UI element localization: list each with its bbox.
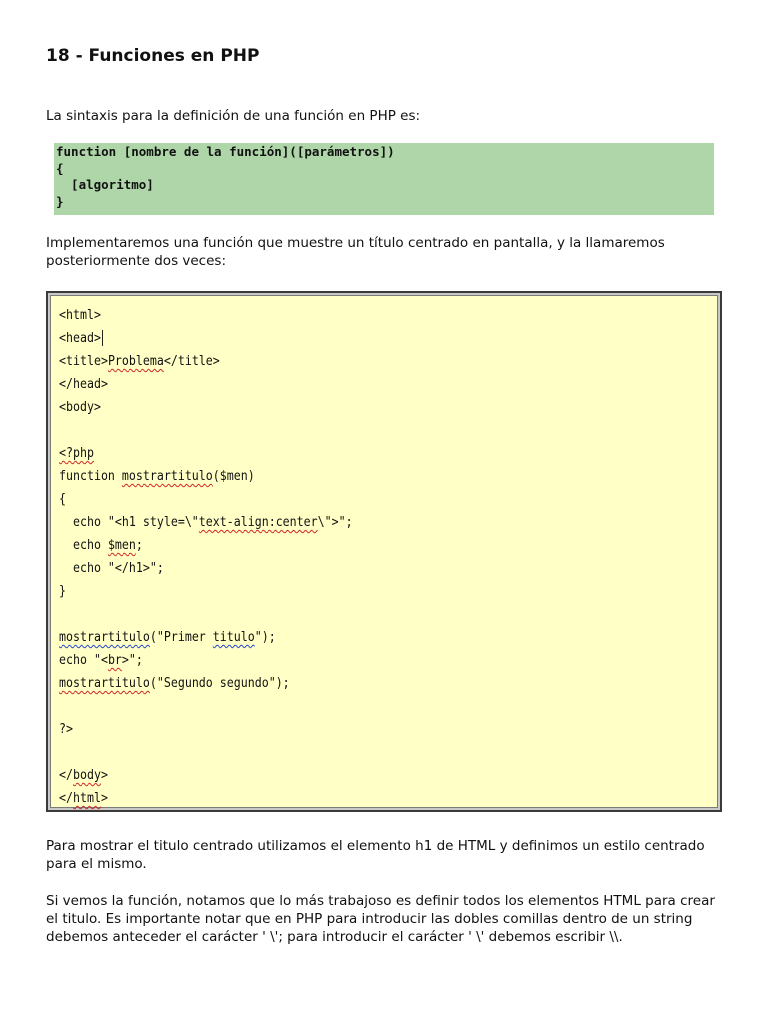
intro-text: La sintaxis para la definición de una función en PHP es:	[46, 108, 421, 124]
code-line: }	[59, 583, 67, 599]
explanation-paragraph: Si vemos la función, notamos que lo más trabajoso es definir todos los elementos HTML para crear el titulo. Es importante notar que en PHP para introducir las dobles comillas dentro de un string debemos anteceder el carácter ' \'; para introducir el carácter ' \' debemos escribir \\.	[46, 893, 715, 945]
code-line: ?>	[59, 721, 73, 737]
code-line: <?php	[59, 445, 94, 461]
code-line: </head>	[59, 376, 108, 392]
code-screenshot	[46, 291, 722, 812]
code-line: function mostrartitulo($men)	[59, 468, 255, 484]
page-title: 18 - Funciones en PHP	[46, 46, 260, 66]
code-line: echo "<br>";	[59, 652, 143, 668]
code-line: echo "<h1 style=\"text-align:center\">";	[59, 514, 353, 530]
code-line: mostrartitulo("Primer titulo");	[59, 629, 276, 645]
syntax-line: {	[56, 160, 64, 176]
code-editor	[50, 295, 718, 808]
text-cursor	[102, 330, 103, 346]
code-line: echo $men;	[59, 537, 143, 553]
syntax-line: [algoritmo]	[56, 177, 154, 192]
code-line: </body>	[59, 767, 108, 783]
code-line: {	[59, 491, 67, 507]
code-line: mostrartitulo("Segundo segundo");	[59, 675, 290, 691]
code-line: echo "</h1>";	[59, 560, 164, 576]
code-line: <title>Problema</title>	[59, 353, 220, 369]
syntax-code-block	[54, 143, 714, 215]
code-line: <html>	[59, 307, 101, 323]
code-line: </html>	[59, 790, 108, 806]
syntax-line: }	[56, 193, 64, 209]
code-line: <body>	[59, 399, 101, 415]
explanation-paragraph: Para mostrar el titulo centrado utilizamos el elemento h1 de HTML y definimos un estilo centrado para el mismo.	[46, 838, 705, 872]
code-line: <head>	[59, 330, 101, 346]
lead-text: Implementaremos una función que muestre un título centrado en pantalla, y la llamaremos posteriormente dos veces:	[46, 235, 665, 269]
syntax-line: function [nombre de la función]([parámetros])	[56, 144, 395, 159]
